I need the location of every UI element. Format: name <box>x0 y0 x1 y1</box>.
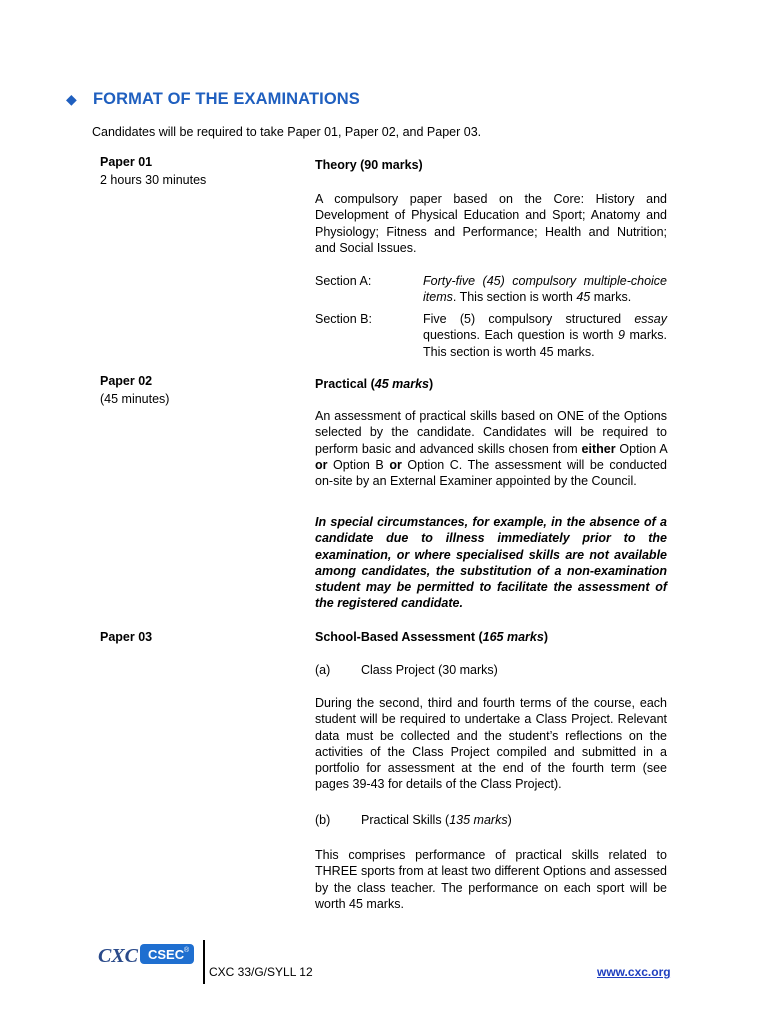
paper02-description: An assessment of practical skills based on ONE of the Options selected by the candidate. Candidates will be required to perform basic and advanced skills chosen from either Option A or Option B or Option C. The assessment will be conducted on-site by an External Examiner appointed by the Council. <box>315 409 668 489</box>
item-a-letter: (a) <box>315 663 331 677</box>
logo-text: CXC <box>98 945 139 967</box>
section-b-text: Five (5) compulsory structured essay questions. Each question is worth 9 marks. This section is worth 45 marks. <box>423 312 667 359</box>
paper02-subheading: Practical (45 marks) <box>315 377 434 391</box>
item-b-text: Practical Skills (135 marks) <box>361 813 512 827</box>
paper03-item-b-description: This comprises performance of practical skills related to THREE sports from at least two different Options and assessed by the class teacher. The performance on each sport will be worth 45 marks. <box>315 848 667 911</box>
paper03-title: Paper 03 <box>100 630 153 644</box>
paper01-duration: 2 hours 30 minutes <box>100 173 207 187</box>
paper01-description: A compulsory paper based on the Core: History and Development of Physical Education and Sport; Anatomy and Physiology; Fitness and Performance; Health and Nutrition; and Social Issues. <box>315 192 667 255</box>
section-a-text: Forty-five (45) compulsory multiple-choice items. This section is worth 45 marks. <box>423 274 667 305</box>
paper01-title: Paper 01 <box>100 155 153 169</box>
item-b-letter: (b) <box>315 813 331 827</box>
csec-badge-mark: ® <box>184 947 190 954</box>
cxc-csec-logo <box>96 938 196 974</box>
syllabus-code: CXC 33/G/SYLL 12 <box>209 965 313 979</box>
paper02-special-note: In special circumstances, for example, in the absence of a candidate due to illness immediately prior to the examination, or where specialised skills are not available among candidates, the substitution of a non-examination student may be permitted to facilitate the assessment of the registered candidate. <box>315 515 667 611</box>
paper02-duration: (45 minutes) <box>100 392 170 406</box>
diamond-bullet-icon: ◆ <box>66 91 77 107</box>
item-a-text: Class Project (30 marks) <box>361 663 498 677</box>
paper02-label <box>100 372 169 408</box>
section-b-label: Section B: <box>315 312 372 326</box>
paper01-label <box>100 153 206 189</box>
paper01-subheading: Theory (90 marks) <box>315 158 423 172</box>
paper03-subheading: School-Based Assessment (165 marks) <box>315 630 548 644</box>
cxc-logo-icon <box>96 938 196 974</box>
paper02-title: Paper 02 <box>100 374 153 388</box>
intro-text: Candidates will be required to take Paper 01, Paper 02, and Paper 03. <box>92 125 482 139</box>
section-title: FORMAT OF THE EXAMINATIONS <box>93 90 360 108</box>
paper03-label <box>100 628 152 646</box>
cxc-website-link[interactable]: www.cxc.org <box>597 965 671 979</box>
section-heading <box>66 90 360 109</box>
paper03-item-a-description: During the second, third and fourth terms of the course, each student will be required to undertake a Class Project. Relevant data must be collected and the student’s reflections on the activities of the Class Project compiled and submitted in a portfolio for assessment at the end of the fourth term (see pages 39-43 for details of the Class Project). <box>315 696 667 792</box>
section-a-label: Section A: <box>315 274 372 288</box>
csec-badge-text: CSEC <box>148 947 185 962</box>
footer-divider <box>203 940 205 984</box>
